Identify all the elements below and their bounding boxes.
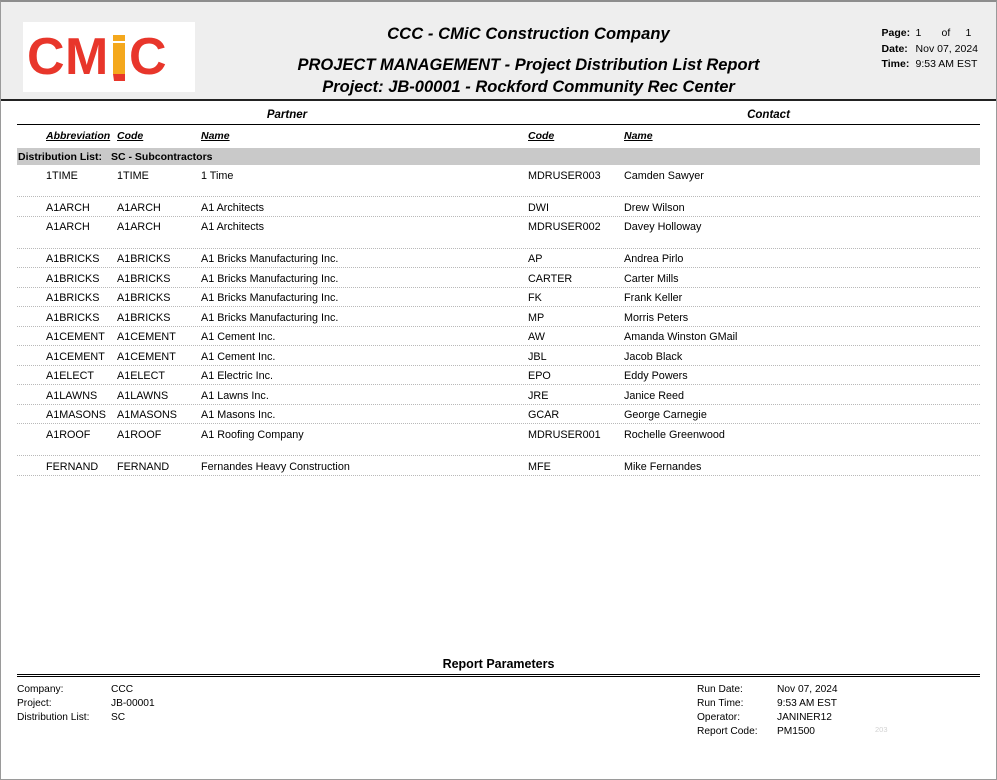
table-row [17,405,980,425]
table-row [17,327,980,347]
distribution-list-label: Distribution List: [18,150,102,163]
row-contact-code: MDRUSER003 [528,169,601,182]
report-parameter-label: Company: [17,684,64,695]
row-name: A1 Cement Inc. [201,350,276,363]
date-meta-row [882,42,978,58]
row-name: A1 Masons Inc. [201,409,276,421]
report-title: PROJECT MANAGEMENT - Project Distribution List Report [297,56,760,74]
report-body [1,109,996,476]
column-header-row [17,125,980,148]
row-abbreviation: A1ELECT [46,370,95,382]
row-name: A1 Electric Inc. [201,370,274,382]
row-abbreviation: 1TIME [46,169,78,182]
row-name: A1 Cement Inc. [201,331,276,343]
svg-text:C: C [129,29,167,85]
svg-text:C: C [27,29,65,85]
row-code: A1BRICKS [117,272,171,285]
row-contact-name: Rochelle Greenwood [624,428,725,441]
distribution-list-bar [17,148,980,165]
row-code: A1CEMENT [117,350,176,363]
row-code: A1MASONS [117,409,177,421]
row-abbreviation: A1MASONS [46,409,106,421]
row-code: A1BRICKS [117,311,171,324]
report-parameter-label: Project: [17,698,52,709]
report-parameter-row [697,683,980,697]
report-parameter-value: JANINER12 [777,712,832,723]
row-code: A1BRICKS [117,253,171,265]
report-header [1,2,996,101]
report-parameter-label: Run Date: [697,684,743,695]
row-contact-name: Jacob Black [624,350,683,363]
row-abbreviation: A1ARCH [46,221,90,233]
row-abbreviation: A1CEMENT [46,350,105,363]
page-total: 1 [965,27,972,39]
row-code: A1BRICKS [117,292,171,304]
row-code: A1ARCH [117,201,161,214]
table-row [17,366,980,386]
row-contact-name: Janice Reed [624,389,685,402]
row-name: A1 Bricks Manufacturing Inc. [201,311,339,324]
report-parameter-row [697,711,980,725]
table-row [17,197,980,217]
contact-group-title: Contact [557,109,980,125]
row-name: A1 Bricks Manufacturing Inc. [201,272,339,285]
row-contact-code: GCAR [528,409,560,421]
table-row [17,288,980,308]
report-parameter-value: CCC [111,684,134,695]
row-abbreviation: FERNAND [46,460,99,473]
time-meta-row [882,57,978,73]
column-header-abbreviation: Abbreviation [46,130,111,142]
row-contact-name: Mike Fernandes [624,460,702,473]
cmic-logo [23,22,195,92]
column-header-contact-name: Name [624,130,653,142]
time-value: 9:53 AM EST [915,58,978,70]
row-name: A1 Roofing Company [201,428,304,441]
row-abbreviation: A1ROOF [46,428,91,441]
header-meta [882,26,978,73]
page-code-watermark: 203 [875,725,888,734]
report-parameter-value: JB-00001 [111,698,155,709]
row-contact-name: Frank Keller [624,292,683,304]
row-contact-code: JBL [528,350,547,363]
report-parameters-body [17,677,980,739]
report-parameter-value: SC [111,712,126,723]
row-contact-code: MP [528,311,545,324]
row-code: A1CEMENT [117,331,176,343]
distribution-list-value: SC - Subcontractors [111,150,213,163]
date-label: Date: [881,42,908,55]
group-header-row [17,109,980,125]
report-parameter-row [17,683,697,697]
row-contact-name: Carter Mills [624,272,679,285]
row-name: A1 Lawns Inc. [201,389,269,402]
row-contact-name: Drew Wilson [624,201,685,214]
row-contact-name: Andrea Pirlo [624,253,684,265]
row-abbreviation: A1BRICKS [46,311,100,324]
table-row [17,217,980,249]
company-title: CCC - CMiC Construction Company [387,25,670,43]
table-row [17,249,980,269]
row-contact-code: AW [528,331,545,343]
row-name: A1 Bricks Manufacturing Inc. [201,253,339,265]
row-abbreviation: A1BRICKS [46,272,100,285]
row-name: Fernandes Heavy Construction [201,460,350,473]
partner-group-title: Partner [17,109,557,125]
row-contact-name: Davey Holloway [624,221,702,233]
row-contact-name: George Carnegie [624,409,707,421]
report-parameter-label: Run Time: [697,698,744,709]
row-name: 1 Time [201,169,234,182]
partner-group [17,109,557,125]
row-contact-code: JRE [528,389,549,402]
row-code: A1ARCH [117,221,161,233]
date-value: Nov 07, 2024 [915,42,978,55]
page-label: Page: [881,27,911,39]
column-header-name: Name [201,130,230,142]
report-parameter-label: Report Code: [697,726,758,737]
row-code: A1LAWNS [117,389,169,402]
report-parameter-row [17,697,697,711]
report-parameters-left [17,683,697,739]
row-code: A1ELECT [117,370,166,382]
row-name: A1 Architects [201,221,265,233]
report-parameters-right [697,683,980,739]
page-of-label: of [941,27,951,39]
row-contact-code: DWI [528,201,549,214]
row-abbreviation: A1BRICKS [46,292,100,304]
column-header-code: Code [117,130,144,142]
row-contact-name: Morris Peters [624,311,689,324]
row-contact-code: EPO [528,370,551,382]
row-name: A1 Bricks Manufacturing Inc. [201,292,339,304]
report-parameters-section [17,657,980,740]
row-contact-code: FK [528,292,542,304]
report-parameter-value: PM1500 [777,726,815,737]
report-titles [211,24,846,97]
table-row [17,424,980,456]
report-rows [17,165,980,476]
table-row [17,385,980,405]
contact-group [557,109,980,125]
table-row [17,307,980,327]
time-label: Time: [881,58,910,70]
row-code: A1ROOF [117,428,162,441]
row-abbreviation: A1LAWNS [46,389,98,402]
table-row [17,165,980,197]
row-abbreviation: A1ARCH [46,201,90,214]
table-row [17,456,980,476]
row-abbreviation: A1BRICKS [46,253,100,265]
report-parameter-label: Operator: [697,712,741,723]
row-contact-code: MDRUSER002 [528,221,601,233]
report-parameter-value: Nov 07, 2024 [777,684,838,695]
row-contact-name: Amanda Winston GMail [624,331,738,343]
row-code: FERNAND [117,460,170,473]
row-contact-code: AP [528,253,543,265]
report-parameter-value: 9:53 AM EST [777,698,838,709]
report-parameter-label: Distribution List: [17,712,90,723]
row-contact-code: CARTER [528,272,573,285]
report-parameter-row [17,711,697,725]
page-meta-row [882,26,978,42]
row-abbreviation: A1CEMENT [46,331,105,343]
column-header-contact-code: Code [528,130,555,142]
svg-text:M: M [65,29,109,85]
report-parameters-title: Report Parameters [17,657,980,675]
row-contact-name: Eddy Powers [624,370,688,382]
row-contact-code: MDRUSER001 [528,428,601,441]
row-contact-code: MFE [528,460,551,473]
project-title: Project: JB-00001 - Rockford Community Rec Center [322,78,735,96]
row-contact-name: Camden Sawyer [624,169,704,182]
table-row [17,346,980,366]
row-code: 1TIME [117,169,149,182]
row-name: A1 Architects [201,201,265,214]
report-parameter-row [697,697,980,711]
table-row [17,268,980,288]
page-number: 1 [915,27,922,39]
cmic-logo-icon [25,29,193,85]
report-parameter-row [697,725,980,739]
